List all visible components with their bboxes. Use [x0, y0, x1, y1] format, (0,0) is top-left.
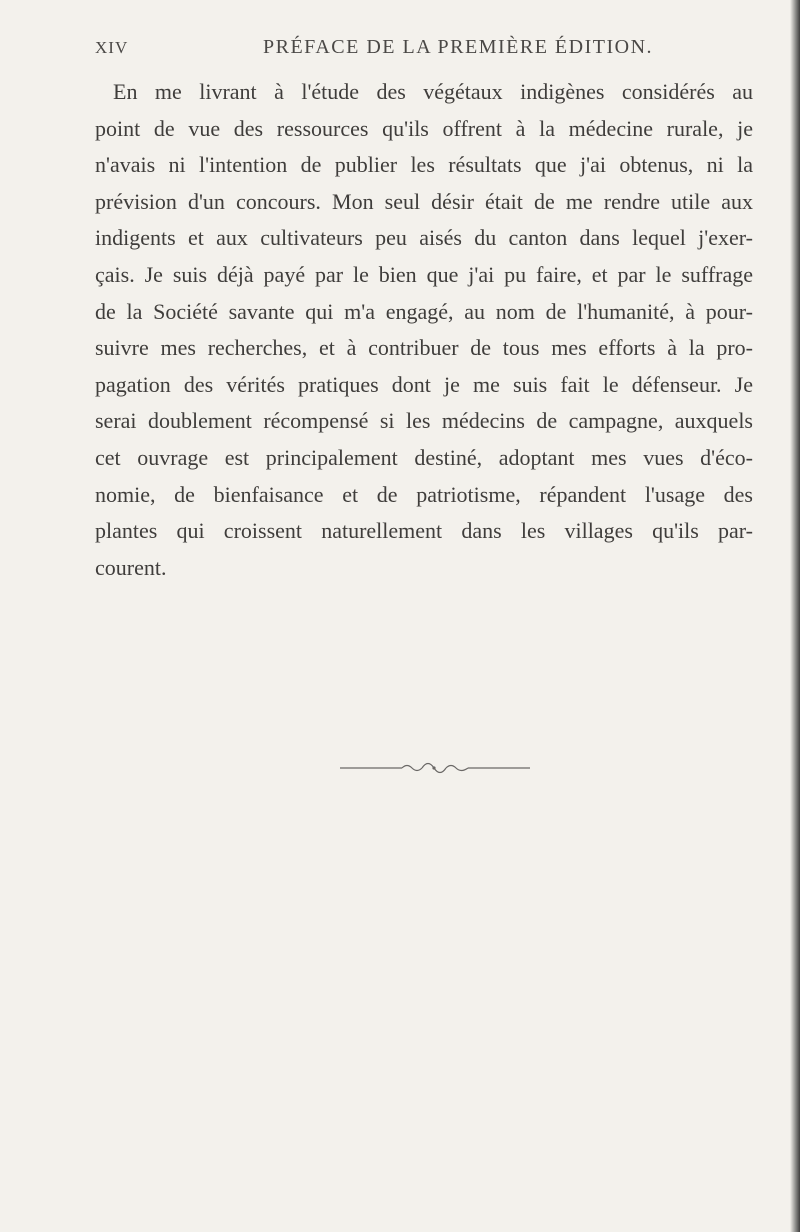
- decorative-rule-ornament-icon: [340, 760, 530, 776]
- page-number: XIV: [95, 38, 129, 57]
- paragraph-line: serai doublement récompensé si les médecins de campagne, auxquels: [95, 408, 753, 434]
- running-head: [95, 34, 755, 64]
- page-edge-shadow: [790, 0, 800, 1232]
- paragraph-line: n'avais ni l'intention de publier les résultats que j'ai obtenus, ni la: [95, 152, 753, 178]
- paragraph-line: prévision d'un concours. Mon seul désir était de me rendre utile aux: [95, 188, 753, 214]
- paragraph-line: de la Société savante qui m'a engagé, au nom de l'humanité, à pour-: [95, 298, 753, 324]
- paragraph-line: çais. Je suis déjà payé par le bien que j'ai pu faire, et par le suffrage: [95, 261, 753, 287]
- paragraph-line: nomie, de bienfaisance et de patriotisme, répandent l'usage des: [95, 481, 753, 507]
- paragraph-line: pagation des vérités pratiques dont je me suis fait le défenseur. Je: [95, 371, 753, 397]
- preface-paragraph: [95, 74, 753, 586]
- paragraph-line: point de vue des ressources qu'ils offrent à la médecine rurale, je: [95, 115, 753, 141]
- paragraph-line: plantes qui croissent naturellement dans les villages qu'ils par-: [95, 518, 753, 544]
- running-title: PRÉFACE DE LA PREMIÈRE ÉDITION.: [263, 36, 654, 58]
- paragraph-line: En me livrant à l'étude des végétaux indigènes considérés au: [113, 79, 753, 104]
- paragraph-line: suivre mes recherches, et à contribuer de tous mes efforts à la pro-: [95, 335, 753, 361]
- paragraph-line: indigents et aux cultivateurs peu aisés du canton dans lequel j'exer-: [95, 225, 753, 251]
- paragraph-line: courent.: [95, 554, 167, 580]
- paragraph-line: cet ouvrage est principalement destiné, adoptant mes vues d'éco-: [95, 444, 753, 470]
